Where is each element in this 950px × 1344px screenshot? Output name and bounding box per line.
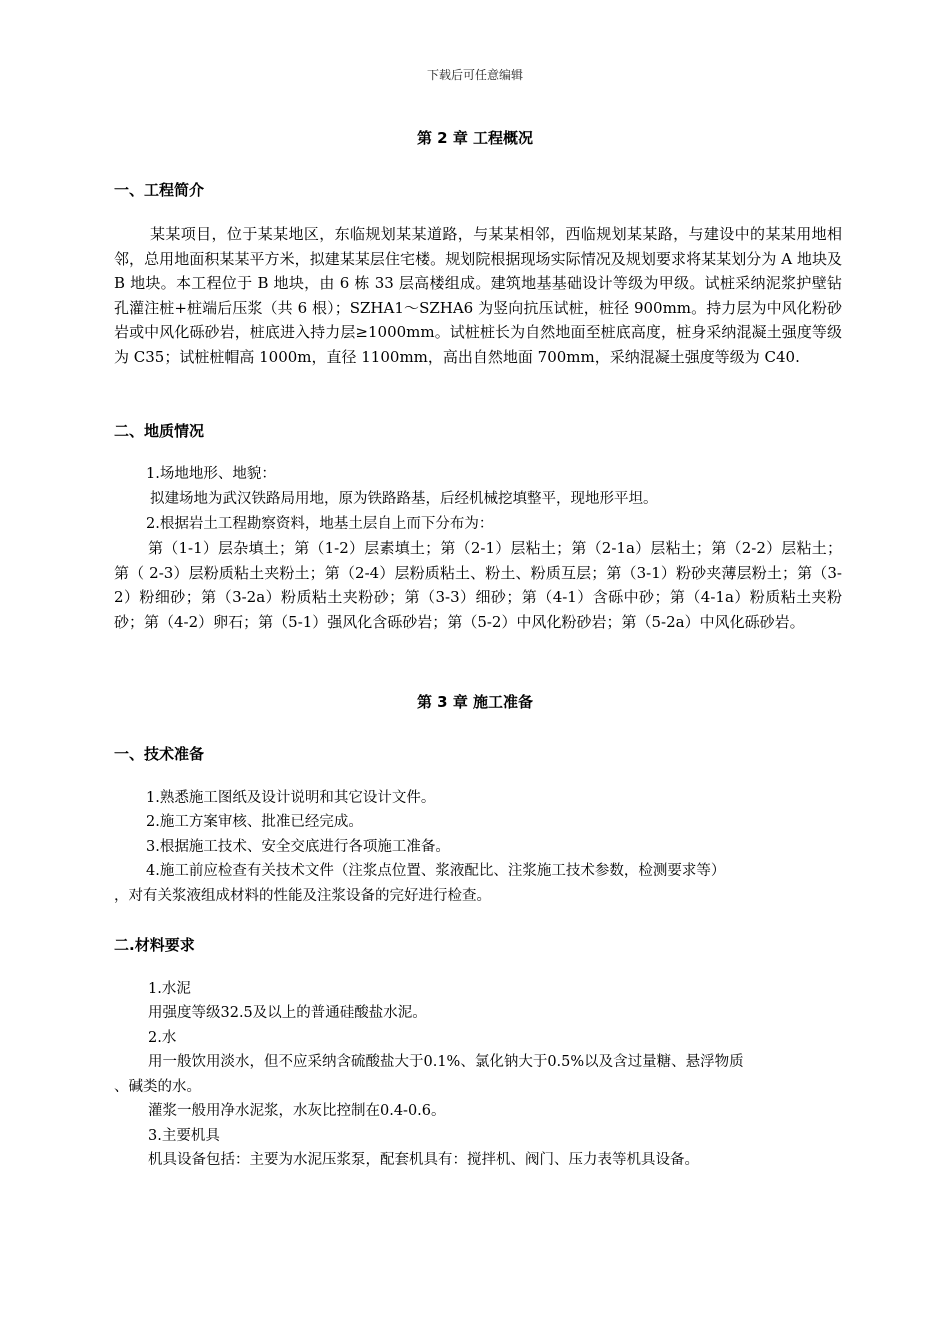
tech-prep-item-4: 4.施工前应检查有关技术文件（注浆点位置、浆液配比、注浆施工技术参数，检测要求等） xyxy=(146,863,726,879)
tech-prep-item-1: 1.熟悉施工图纸及设计说明和其它设计文件。 xyxy=(146,790,436,806)
chapter-2-title: 第 2 章 工程概况 xyxy=(416,129,534,147)
chapter-3-title: 第 3 章 施工准备 xyxy=(416,693,534,711)
section-geology-heading: 二、地质情况 xyxy=(114,422,205,440)
geology-item1-title: 1.场地地形、地貌： xyxy=(146,466,276,482)
materials-grout-text: 灌浆一般用净水泥浆，水灰比控制在0.4-0.6。 xyxy=(148,1103,446,1119)
section-materials-heading: 二.材料要求 xyxy=(114,936,195,954)
geology-item2-title: 2.根据岩土工程勘察资料，地基土层自上而下分布为： xyxy=(146,516,494,532)
tech-prep-item-2: 2.施工方案审核、批准已经完成。 xyxy=(146,814,363,830)
geology-strata-paragraph: 第（1-1）层杂填土；第（1-2）层素填土；第（2-1）层粘土；第（2-1a）层粘土；第（2-2）层粘土；第（ 2-3）层粉质粘土夹粉土；第（2-4）层粉质粘土、粉土、粉质互层；第（3-1）粉砂夹薄层粉土；第（3-2）粉细砂；第（3-2a）粉质粘土夹粉砂；第（3-3）细砂；第（4-1）含砾中砂；第（4-1a）粉质粘土夹粉砂；第（4-2）卵石；第（5-1）强风化含砾砂岩；第（5-2）中风化粉砂岩；第（5-2a）中风化砾砂岩。 xyxy=(114,539,842,631)
materials-machine-title: 3.主要机具 xyxy=(148,1128,220,1144)
materials-water-title: 2.水 xyxy=(148,1030,177,1046)
materials-cement-title: 1.水泥 xyxy=(148,981,191,997)
materials-water-text: 用一般饮用淡水，但不应采纳含硫酸盐大于0.1%、氯化钠大于0.5%以及含过量糖、悬浮物质 xyxy=(148,1054,744,1070)
materials-machine-text: 机具设备包括：主要为水泥压浆泵，配套机具有：搅拌机、阀门、压力表等机具设备。 xyxy=(148,1152,699,1168)
tech-prep-item-3: 3.根据施工技术、安全交底进行各项施工准备。 xyxy=(146,839,450,855)
tech-prep-item-4-cont: ，对有关浆液组成材料的性能及注浆设备的完好进行检查。 xyxy=(114,888,491,904)
section-tech-prep-heading: 一、技术准备 xyxy=(114,745,205,763)
materials-water-cont: 、碱类的水。 xyxy=(114,1079,201,1095)
materials-cement-text: 用强度等级32.5及以上的普通硅酸盐水泥。 xyxy=(148,1005,427,1021)
section-project-intro-heading: 一、工程简介 xyxy=(114,181,205,199)
geology-item1-text: 拟建场地为武汉铁路局用地，原为铁路路基，后经机械挖填整平，现地形平坦。 xyxy=(150,491,658,507)
project-intro-paragraph: 某某项目，位于某某地区，东临规划某某道路，与某某相邻，西临规划某某路，与建设中的某某用地相邻，总用地面积某某平方米，拟建某某层住宅楼。规划院根据现场实际情况及规划要求将某某划分为 A 地块及 B 地块。本工程位于 B 地块，由 6 栋 33 层高楼组成。建筑地基基础设计等级为甲级。试桩采纳泥浆护壁钻孔灌注桩+桩端后压浆（共 6 根）；SZHA1～SZHA6 为竖向抗压试桩，桩径 900mm。持力层为中风化粉砂岩或中风化砾砂岩，桩底进入持力层≥1000mm。试桩桩长为自然地面至桩底高度，桩身采纳混凝土强度等级为 C35；试桩桩帽高 1000m，直径 1100mm，高出自然地面 700mm，采纳混凝土强度等级为 C40. xyxy=(114,225,842,366)
page-header: 下载后可任意编辑 xyxy=(426,68,523,82)
